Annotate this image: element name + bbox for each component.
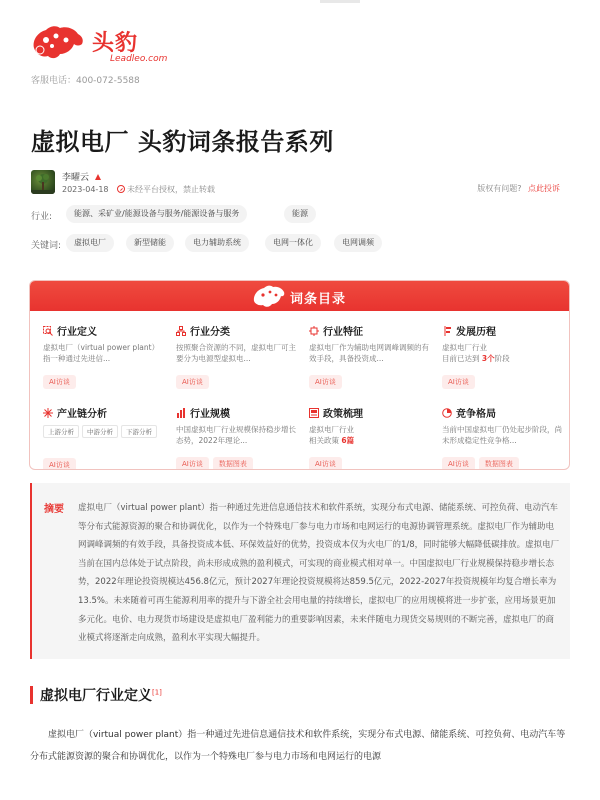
catalog-item-desc [442,342,562,364]
ai-interview-tag[interactable]: AI访谈 [176,457,209,470]
hotline-text: 客服电话：400-072-5588 [31,76,140,86]
section-accent-bar [30,686,33,704]
catalog-item-header [442,323,562,337]
ai-interview-tag[interactable]: AI访谈 [442,457,475,470]
catalog-item-competition[interactable] [442,405,562,468]
leopard-mascot-icon [252,283,286,309]
keyword-chip[interactable]: 虚拟电厂 [66,234,114,252]
industry-label: 行业: [31,212,53,222]
catalog-item-title: 行业定义 [57,327,97,338]
chain-icon [43,408,53,418]
ai-interview-tag[interactable]: AI访谈 [309,375,342,389]
report-area [477,183,560,194]
top-divider [320,0,360,3]
catalog-item-title: 行业分类 [190,327,230,338]
ai-interview-tag[interactable]: AI访谈 [43,375,76,389]
catalog-item-desc: 按照聚合资源的不同，虚拟电厂可主要分为电源型虚拟电... [176,343,296,363]
catalog-item-header [176,323,296,337]
timeline-icon [442,326,452,336]
publish-date: 2023-04-18 [62,185,109,194]
prohibited-icon [117,185,125,193]
keyword-chip[interactable]: 新型储能 [126,234,174,252]
abstract-text: 虚拟电厂（virtual power plant）指一种通过先进信息通信技术和软件系统，实现分布式电源、储能系统、可控负荷、电动汽车等分布式能源资源的聚合和协调优化，以作为一个特殊电厂参与电力市场和电网运行的电源协调管理系统。虚拟电厂作为辅助电网调峰调频的有效手段，具备投资成本低、环保效益好的优势，投资成本仅为火电厂的1/8，同时能够大幅降低碳排放。虚拟电厂当前在国内总体处于试点阶段，尚未形成成熟的盈利模式，可实现的商业模式相对单一。中国虚拟电厂行业规模保持稳步增长态势，2022年理论投资规模达456.8亿元，预计2027年理论投资规模将达859.5亿元，2022-2027年投资规模年均复合增长率为13.5%。未来随着可再生能源利用率的提升与下游全社会用电量的持续增长，虚拟电厂的应用规模将进一步扩张，应用场景更加多元化。电价、电力现货市场建设是虚拟电厂盈利能力的重要影响因素，未来伴随电力现货交易规则的不断完善，虚拟电厂的商业模式将逐渐走向成熟，盈利水平实现大幅提升。 [78,503,560,644]
section-title-text: 虚拟电厂行业定义 [40,688,152,704]
keyword-chip[interactable]: 电网一体化 [265,234,321,252]
policy-icon [309,408,319,418]
catalog-title: 词条目录 [290,292,347,307]
midstream-tag[interactable]: 中游分析 [82,425,118,438]
history-desc-prefix: 虚拟电厂行业 目前已达到 [442,343,487,363]
pie-icon [442,408,452,418]
catalog-item-title: 行业特征 [323,327,363,338]
abstract-label: 摘要 [44,504,64,515]
catalog-item-history[interactable] [442,323,562,386]
upstream-tag[interactable]: 上游分析 [43,425,79,438]
catalog-item-desc: 虚拟电厂作为辅助电网调峰调频的有效手段，具备投资成... [309,343,429,363]
abstract-box [30,483,570,659]
catalog-item-title: 竞争格局 [456,409,496,420]
catalog-item-desc: 虚拟电厂（virtual power plant）指一种通过先进信... [43,343,160,363]
catalog-item-header [442,405,562,419]
history-desc-suffix: 阶段 [494,354,510,363]
section-body: 虚拟电厂（virtual power plant）指一种通过先进信息通信技术和软件系统，实现分布式电源、储能系统、可控负荷、电动汽车等分布式能源资源的聚合和协调优化，以作为一个特殊电厂参与电力市场和电网运行的电源 [30,730,566,762]
catalog-item-desc: 中国虚拟电厂行业规模保持稳步增长态势，2022年理论... [176,425,296,445]
industry-chip[interactable]: 能源、采矿业/能源设备与服务/能源设备与服务 [66,205,247,223]
catalog-item-definition[interactable] [43,323,163,386]
industry-chip[interactable]: 能源 [284,205,316,223]
catalog-panel [29,280,570,470]
keyword-chip[interactable]: 电力辅助系统 [185,234,249,252]
copyright-notice-text: 未经平台授权，禁止转载 [127,185,216,194]
catalog-header [30,281,569,311]
catalog-item-title: 行业规模 [190,409,230,420]
author-name-text: 李曜云 [62,173,90,183]
report-prompt: 版权有问题? [477,184,522,193]
keyword-chip[interactable]: 电网调频 [334,234,382,252]
leopard-logo-icon [30,22,86,62]
ai-interview-tag[interactable]: AI访谈 [43,458,76,470]
catalog-item-desc [309,424,429,446]
data-chart-tag[interactable]: 数据图表 [479,457,519,470]
catalog-item-mini-tags [43,425,163,447]
avatar[interactable] [31,170,55,194]
bar-chart-icon [176,408,186,418]
catalog-item-scale[interactable] [176,405,296,468]
abstract-accent-bar [30,483,32,659]
ai-interview-tag[interactable]: AI访谈 [309,457,342,470]
catalog-item-header [43,323,163,337]
catalog-item-desc: 当前中国虚拟电厂仍处起步阶段，尚未形成稳定性竞争格... [442,425,562,445]
data-chart-tag[interactable]: 数据图表 [213,457,253,470]
catalog-item-features[interactable] [309,323,429,386]
copyright-notice [117,185,215,194]
page-title: 虚拟电厂 头豹词条报告系列 [31,128,334,156]
downstream-tag[interactable]: 下游分析 [121,425,157,438]
catalog-item-header [309,405,429,419]
magnifier-icon [43,326,53,336]
verified-badge-icon [94,173,102,181]
catalog-item-chain[interactable] [43,405,163,469]
avatar-image-icon [31,170,55,194]
catalog-item-title: 发展历程 [456,327,496,338]
report-link[interactable]: 点此投诉 [528,184,560,193]
catalog-item-header [176,405,296,419]
brand-site: Leadleo.com [110,54,168,64]
section-title [40,685,162,705]
catalog-item-header [309,323,429,337]
catalog-item-policy[interactable] [309,405,429,468]
catalog-item-title: 产业链分析 [57,409,107,420]
catalog-item-header [43,405,163,419]
history-stage-count: 3个 [481,354,495,363]
keywords-label: 关键词: [31,241,62,251]
ai-interview-tag[interactable]: AI访谈 [176,375,209,389]
hierarchy-icon [176,326,186,336]
brand-name: 头豹 [92,31,139,56]
author-meta [62,184,215,195]
author-name[interactable] [62,170,102,183]
policy-desc-prefix: 虚拟电厂行业 相关政策 [309,425,354,445]
ai-interview-tag[interactable]: AI访谈 [442,375,475,389]
catalog-item-title: 政策梳理 [323,409,363,420]
reference-marker[interactable]: [1] [152,688,162,697]
policy-count: 6篇 [341,436,355,445]
grid-icon [309,326,319,336]
catalog-item-classification[interactable] [176,323,296,386]
